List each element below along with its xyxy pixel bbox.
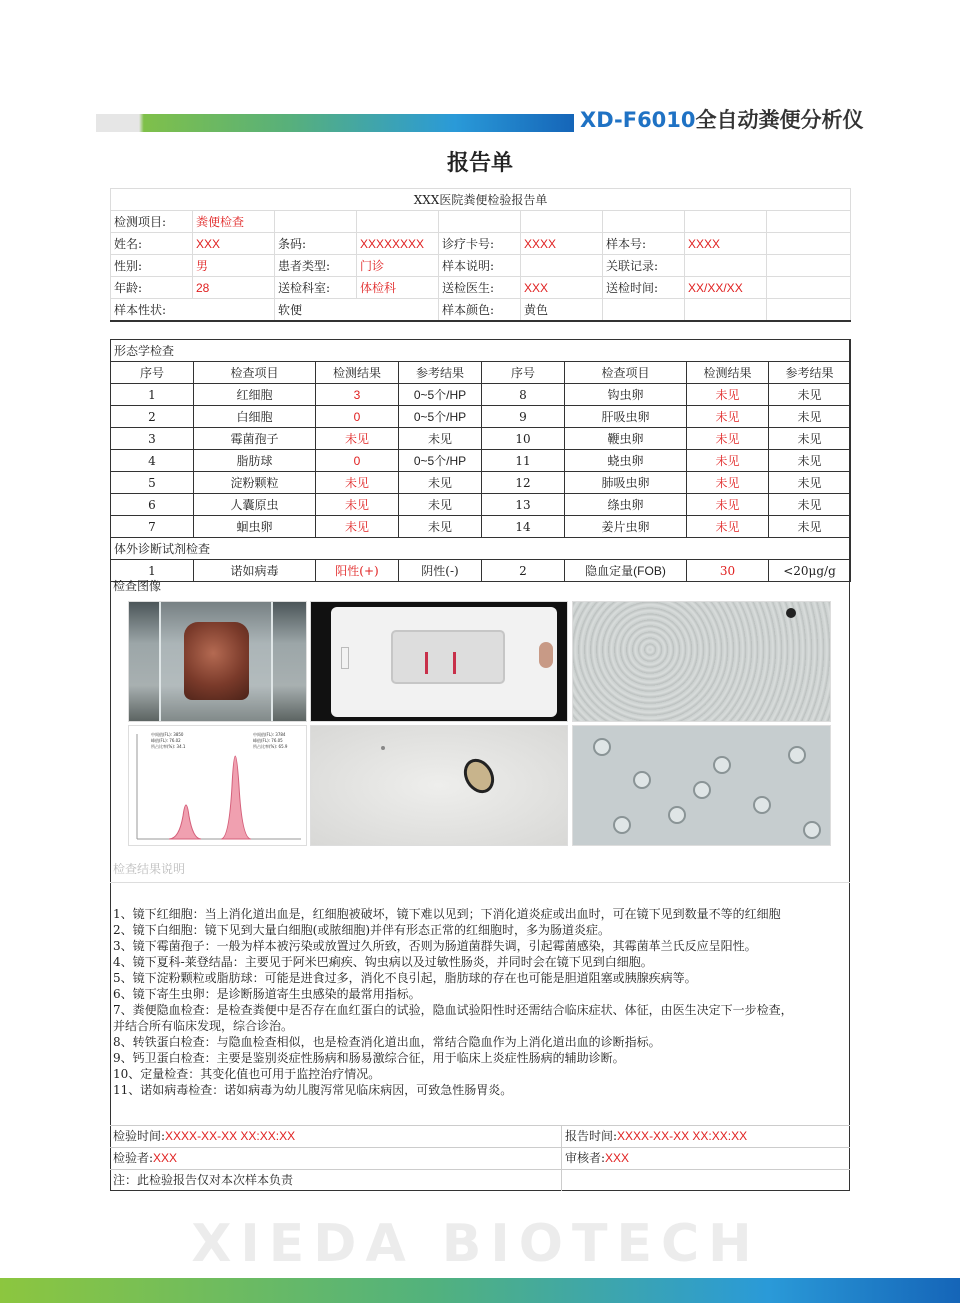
morph-cell: 钩虫卵 (565, 384, 687, 406)
doctor-value: XXX (521, 277, 603, 299)
morph-cell: 12 (482, 472, 565, 494)
footer-row-note (110, 1169, 850, 1191)
morph-section-title: 形态学检查 (111, 340, 851, 362)
report-time-value: XXXX-XX-XX XX:XX:XX (617, 1129, 748, 1143)
ivd-row (111, 560, 851, 582)
dept-value: 体检科 (357, 277, 439, 299)
morph-cell: 13 (482, 494, 565, 516)
footer-row-staff (110, 1147, 850, 1169)
sex-label: 性别: (111, 255, 193, 277)
morph-cell: 人囊原虫 (194, 494, 316, 516)
morph-cell: 7 (111, 516, 194, 538)
sample-no-value: XXXX (685, 233, 767, 255)
note-line: 4、镜下夏科-莱登结晶：主要见于阿米巴痢疾、钩虫病以及过敏性肠炎，并同时会在镜下见到白细胞。 (113, 955, 653, 969)
card-value: XXXX (521, 233, 603, 255)
morph-cell: 霉菌孢子 (194, 428, 316, 450)
brand-watermark: XIEDA BIOTECH (191, 1214, 761, 1274)
morph-row (111, 384, 851, 406)
color-label: 样本颜色: (439, 299, 521, 322)
note-line: 1、镜下红细胞：当上消化道出血是，红细胞被破坏，镜下难以见到；下消化道炎症或出血时，可在镜下见到数量不等的红细胞 (113, 907, 781, 921)
col-header: 检测结果 (316, 362, 399, 384)
morph-cell: 0 (316, 406, 399, 428)
morph-row (111, 450, 851, 472)
name-label: 姓名: (111, 233, 193, 255)
morph-cell: 未见 (769, 494, 851, 516)
histogram-text: 峰值(FL): 76.05 (253, 738, 283, 743)
morph-cell: 未见 (687, 406, 769, 428)
test-strip-photo (310, 601, 568, 722)
morph-cell: 未见 (769, 472, 851, 494)
ptype-label: 患者类型: (275, 255, 357, 277)
morph-cell: 4 (111, 450, 194, 472)
product-name: 全自动粪便分析仪 (695, 108, 864, 132)
note-line: 9、钙卫蛋白检查：主要是鉴别炎症性肠病和肠易激综合征，用于临床上炎症性肠病的辅助诊断。 (113, 1051, 625, 1065)
morph-cell: 未见 (687, 428, 769, 450)
test-time-label: 检验时间: (113, 1129, 166, 1143)
micro-image-1 (572, 601, 831, 722)
ivd-section-title: 体外诊断试剂检查 (111, 538, 851, 560)
col-header: 参考结果 (399, 362, 482, 384)
morph-cell: 9 (482, 406, 565, 428)
morph-cell: 未见 (769, 406, 851, 428)
morph-row (111, 494, 851, 516)
note-line: 3、镜下霉菌孢子：一般为样本被污染或放置过久所致，否则为肠道菌群失调，引起霉菌感染，其霉菌革兰氏反应呈阳性。 (113, 939, 757, 953)
age-value: 28 (193, 277, 275, 299)
morph-cell: 未见 (399, 472, 482, 494)
note-line: 8、转铁蛋白检查：与隐血检查相似，也是检查消化道出血，常结合隐血作为上消化道出血的诊断指标。 (113, 1035, 661, 1049)
histogram-text: 中间值(FL): 3850 (151, 732, 184, 737)
col-header: 序号 (482, 362, 565, 384)
ivd-cell: 隐血定量(FOB) (565, 560, 687, 582)
color-value: 黄色 (521, 299, 603, 322)
morph-cell: 2 (111, 406, 194, 428)
morph-cell: 未见 (769, 450, 851, 472)
report-time-label: 报告时间: (565, 1129, 618, 1143)
morph-cell: 绦虫卵 (565, 494, 687, 516)
ivd-cell: 30 (687, 560, 769, 582)
reviewer-value: XXX (605, 1151, 630, 1165)
morph-row (111, 406, 851, 428)
ivd-cell: 阳性(+) (316, 560, 399, 582)
morph-cell: 未见 (316, 516, 399, 538)
dept-label: 送检科室: (275, 277, 357, 299)
morph-cell: 未见 (316, 428, 399, 450)
micro-egg-image (310, 725, 568, 846)
ivd-cell: 2 (482, 560, 565, 582)
footer-row-time (110, 1125, 850, 1147)
morph-cell: 3 (316, 384, 399, 406)
ivd-cell: <20μg/g (769, 560, 851, 582)
morph-cell: 1 (111, 384, 194, 406)
morph-cell: 脂肪球 (194, 450, 316, 472)
notes-heading: 检查结果说明 (113, 862, 186, 876)
ivd-cell: 1 (111, 560, 194, 582)
test-time-value: XXXX-XX-XX XX:XX:XX (165, 1129, 296, 1143)
micro-cells-image (572, 725, 831, 846)
morph-cell: 未见 (687, 450, 769, 472)
morph-row (111, 516, 851, 538)
ivd-cell: 阴性(-) (399, 560, 482, 582)
notes-divider (110, 882, 850, 883)
histogram-text: 所占比率(%): 65.9 (253, 744, 288, 749)
morph-cell: 3 (111, 428, 194, 450)
note-line: 7、粪便隐血检查：是检查粪便中是否存在血红蛋白的试验，隐血试验阳性时还需结合临床症状、体征，由医生决定下一步检查， (113, 1003, 793, 1017)
morph-cell: 未见 (399, 516, 482, 538)
sample-tube-photo (128, 601, 307, 722)
morph-cell: 姜片虫卵 (565, 516, 687, 538)
barcode-value: XXXXXXXX (357, 233, 439, 255)
patient-info-table (110, 188, 851, 322)
sample-no-label: 样本号: (603, 233, 685, 255)
note-line: 10、定量检查：其变化值也可用于监控治疗情况。 (113, 1067, 381, 1081)
col-header: 检测结果 (687, 362, 769, 384)
barcode-label: 条码: (275, 233, 357, 255)
reviewer-label: 审核者: (565, 1151, 606, 1165)
related-label: 关联记录: (603, 255, 685, 277)
morph-cell: 蛲虫卵 (565, 450, 687, 472)
morph-header-row (111, 362, 851, 384)
item-label: 检测项目: (111, 211, 193, 233)
morph-cell: 0~5个/HP (399, 406, 482, 428)
morph-row (111, 472, 851, 494)
morph-cell: 蛔虫卵 (194, 516, 316, 538)
histogram-chart (129, 726, 306, 845)
morph-cell: 未见 (769, 516, 851, 538)
sex-value: 男 (193, 255, 275, 277)
morph-cell: 5 (111, 472, 194, 494)
morph-cell: 鞭虫卵 (565, 428, 687, 450)
morph-cell: 14 (482, 516, 565, 538)
morph-cell: 8 (482, 384, 565, 406)
histogram-image (128, 725, 307, 846)
product-title (580, 104, 864, 136)
col-header: 参考结果 (769, 362, 851, 384)
morph-cell: 0 (316, 450, 399, 472)
morph-cell: 6 (111, 494, 194, 516)
age-label: 年龄: (111, 277, 193, 299)
morph-cell: 肝吸虫卵 (565, 406, 687, 428)
item-value: 粪便检查 (193, 211, 275, 233)
note-line: 6、镜下寄生虫卵：是诊断肠道寄生虫感染的最常用指标。 (113, 987, 421, 1001)
morph-cell: 未见 (687, 516, 769, 538)
report-caption: XXX医院粪便检验报告单 (111, 189, 851, 211)
morph-cell: 未见 (687, 494, 769, 516)
ivd-cell: 诺如病毒 (194, 560, 316, 582)
morph-cell: 未见 (316, 472, 399, 494)
disclaimer: 注：此检验报告仅对本次样本负责 (113, 1173, 294, 1187)
histogram-text: 所占比率(%): 34.1 (151, 744, 186, 749)
morph-cell: 淀粉颗粒 (194, 472, 316, 494)
morph-cell: 未见 (316, 494, 399, 516)
tester-label: 检验者: (113, 1151, 154, 1165)
report-title: 报告单 (446, 151, 513, 176)
morph-row (111, 428, 851, 450)
results-table (110, 339, 851, 582)
morph-cell: 未见 (399, 494, 482, 516)
name-value: XXX (193, 233, 275, 255)
morph-cell: 未见 (687, 384, 769, 406)
morph-cell: 0~5个/HP (399, 450, 482, 472)
product-model: XD-F6010 (580, 108, 696, 132)
morph-cell: 白细胞 (194, 406, 316, 428)
note-line: 11、诺如病毒检查：诺如病毒为幼儿腹泻常见临床病因，可致急性肠胃炎。 (113, 1083, 513, 1097)
col-header: 检查项目 (194, 362, 316, 384)
ptype-value: 门诊 (357, 255, 439, 277)
morph-cell: 10 (482, 428, 565, 450)
morph-cell: 0~5个/HP (399, 384, 482, 406)
tester-value: XXX (153, 1151, 178, 1165)
col-header: 序号 (111, 362, 194, 384)
note-line: 5、镜下淀粉颗粒或脂肪球：可能是进食过多，消化不良引起，脂肪球的存在也可能是胆道阻塞或胰腺疾病等。 (113, 971, 697, 985)
images-section-title: 检查图像 (113, 579, 162, 593)
morph-cell: 未见 (769, 428, 851, 450)
time-label: 送检时间: (603, 277, 685, 299)
sample-desc-label: 样本说明: (439, 255, 521, 277)
note-line: 2、镜下白细胞：镜下见到大量白细胞(或脓细胞)并伴有形态正常的红细胞时，多为肠道炎症。 (113, 923, 611, 937)
trait-label: 样本性状: (111, 299, 275, 322)
morph-cell: 未见 (687, 472, 769, 494)
card-label: 诊疗卡号: (439, 233, 521, 255)
morph-cell: 11 (482, 450, 565, 472)
histogram-text: 中间值(FL): 3784 (253, 732, 286, 737)
header-gradient-bar (96, 114, 574, 132)
note-line: 并结合所有临床发现，综合诊治。 (113, 1019, 294, 1033)
footer-gradient-bar (0, 1278, 960, 1303)
morph-cell: 红细胞 (194, 384, 316, 406)
morph-cell: 肺吸虫卵 (565, 472, 687, 494)
trait-value: 软便 (275, 299, 439, 322)
histogram-text: 峰值(FL): 76.02 (151, 738, 181, 743)
morph-cell: 未见 (769, 384, 851, 406)
notes-list (113, 906, 848, 1098)
col-header: 检查项目 (565, 362, 687, 384)
time-value: XX/XX/XX (685, 277, 767, 299)
morph-cell: 未见 (399, 428, 482, 450)
doctor-label: 送检医生: (439, 277, 521, 299)
